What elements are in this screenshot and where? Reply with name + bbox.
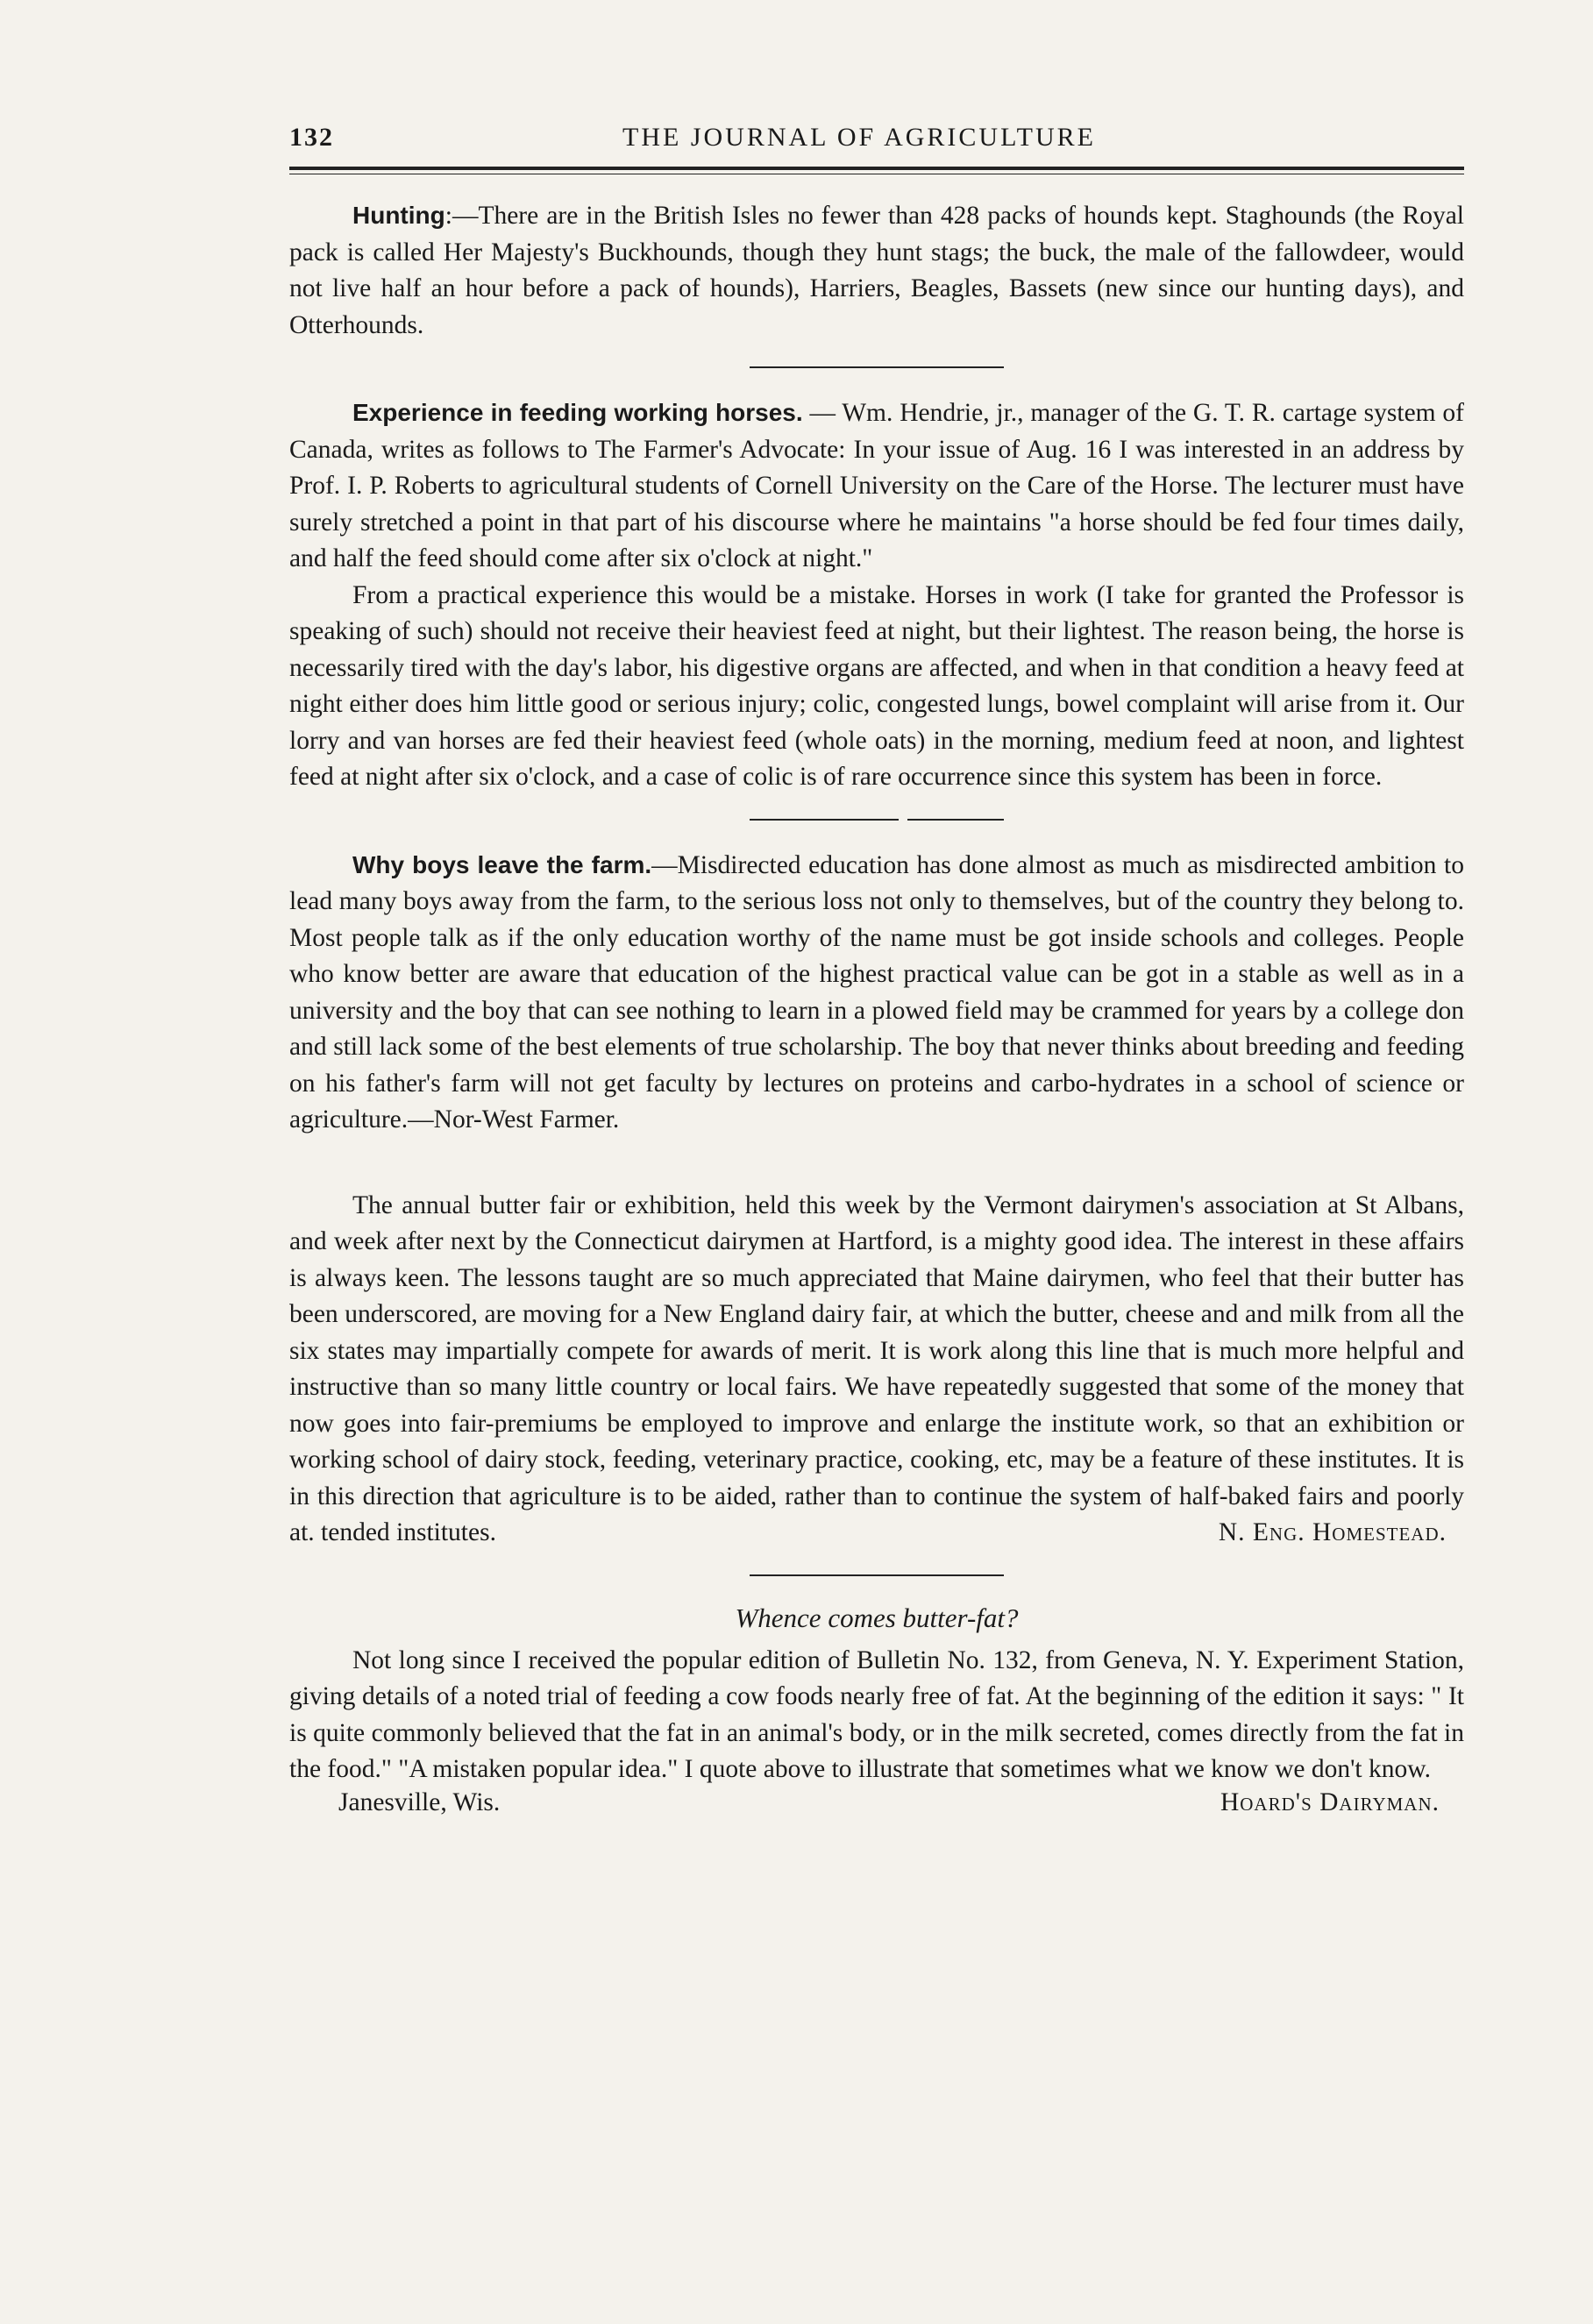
journal-title: THE JOURNAL OF AGRICULTURE [622, 123, 1096, 152]
text-boys: —Misdirected education has done almost as much as misdirected ambition to lead many boys away from the farm, to the serious loss not only to themselves, but of the country they belong to. Most people talk as if the only education worthy of the name must be got inside schools and colleges. People who know better are aware that education of the highest practical value can be got in a stable as well as in a university and the boy that can see nothing to learn in a plowed field may be crammed for years by a college don and still lack some of the best elements of true scholarship. The boy that never thinks about breeding and feeding on his father's farm will not get faculty by lectures on proteins and carbo-hydrates in a school of science or agriculture.—Nor-West Farmer. [289, 850, 1464, 1134]
separator-rule-broken [750, 819, 1004, 821]
paragraph-hunting [289, 197, 1464, 344]
text-butter-fair: The annual butter fair or exhibition, held this week by the Vermont dairymen's association at St Albans, and week after next by the Connecticut dairymen at Hartford, is a mighty good idea. The interest in these affairs is always keen. The lessons taught are so much appreciated that Maine dairymen, who feel that their butter has been underscored, are moving for a New England dairy fair, at which the butter, cheese and and milk from all the six states may impartially compete for awards of merit. It is work along this line that is much more helpful and instructive than so many little country or local fairs. We have repeatedly suggested that some of the money that now goes into fair-premiums be employed to improve and enlarge the institute work, so that an exhibition or working school of dairy stock, feeding, veterinary practice, cooking, etc, may be a feature of these institutes. It is in this direction that agriculture is to be aided, rather than to continue the system of half-baked fairs and poorly at. tended institutes. [289, 1190, 1464, 1546]
paragraph-horses-1 [289, 394, 1464, 578]
paragraph-butter-fat: Not long since I received the popular edition of Bulletin No. 132, from Geneva, N. Y. Experiment Station, giving details of a noted trial of feeding a cow foods nearly free of fat. At the beginning of the edition it says: " It is quite commonly believed that the fat in an animal's body, or in the milk secreted, comes directly from the fat in the food." "A mistaken popular idea." I quote above to illustrate that sometimes what we know we don't know. [289, 1645, 1464, 1783]
section-butter-fair [289, 1188, 1464, 1552]
paragraph-boys [289, 847, 1464, 1139]
paragraph-horses-2: From a practical experience this would be a mistake. Horses in work (I take for granted the Professor is speaking of such) should not receive their heaviest feed at night, but their lightest. The reason being, the horse is necessarily tired with the day's labor, his digestive organs are affected, and when in that condition a heavy feed at night either does him little good or serious injury; colic, congested lungs, bowel complaint will arise from it. Our lorry and van horses are fed their heaviest feed (whole oats) in the morning, medium feed at noon, and lightest feed at night after six o'clock, and a case of colic is of rare occurrence since this system has been in force. [289, 580, 1464, 791]
article-title: Whence comes butter-fat? [735, 1602, 1019, 1633]
journal-page [289, 123, 1464, 1825]
page-number: 132 [289, 123, 334, 152]
spacer [289, 1139, 1464, 1188]
signature-dairyman: Hoard's Dairyman. [1220, 1787, 1440, 1816]
signature-line [289, 1788, 1464, 1825]
separator-rule [750, 366, 1004, 368]
heading-hunting: Hunting [352, 202, 445, 229]
running-head [289, 123, 1464, 165]
section-butter-fat [289, 1603, 1464, 1825]
section-boys-leave-farm [289, 847, 1464, 1139]
paragraph-butter-fair [289, 1188, 1464, 1552]
signature-homestead: N. Eng. Homestead. [1218, 1518, 1447, 1546]
header-rule [289, 167, 1464, 174]
heading-boys-leave-farm: Why boys leave the farm. [352, 850, 652, 878]
place-line: Janesville, Wis. [338, 1787, 501, 1816]
separator-rule [750, 1574, 1004, 1576]
section-working-horses [289, 394, 1464, 796]
section-hunting [289, 197, 1464, 344]
text-horses-1: — Wm. Hendrie, jr., manager of the G. T. R. cartage system of Canada, writes as follows to The Farmer's Advocate: In your issue of Aug. 16 I was interested in an address by Prof. I. P. Roberts to agricultural students of Cornell University on the Care of the Horse. The lecturer must have surely stretched a point in that part of his discourse where he maintains "a horse should be fed four times daily, and half the feed should come after six o'clock at night." [289, 399, 1464, 572]
text-hunting: :—There are in the British Isles no fewer than 428 packs of hounds kept. Staghounds (the Royal pack is called Her Majesty's Buckhounds, though they hunt stags; the buck, the male of the fallowdeer, would not live half an hour before a pack of hounds), Harriers, Beagles, Bassets (new since our hunting days), and Otterhounds. [289, 202, 1464, 339]
heading-working-horses: Experience in feeding working horses. [352, 399, 803, 426]
